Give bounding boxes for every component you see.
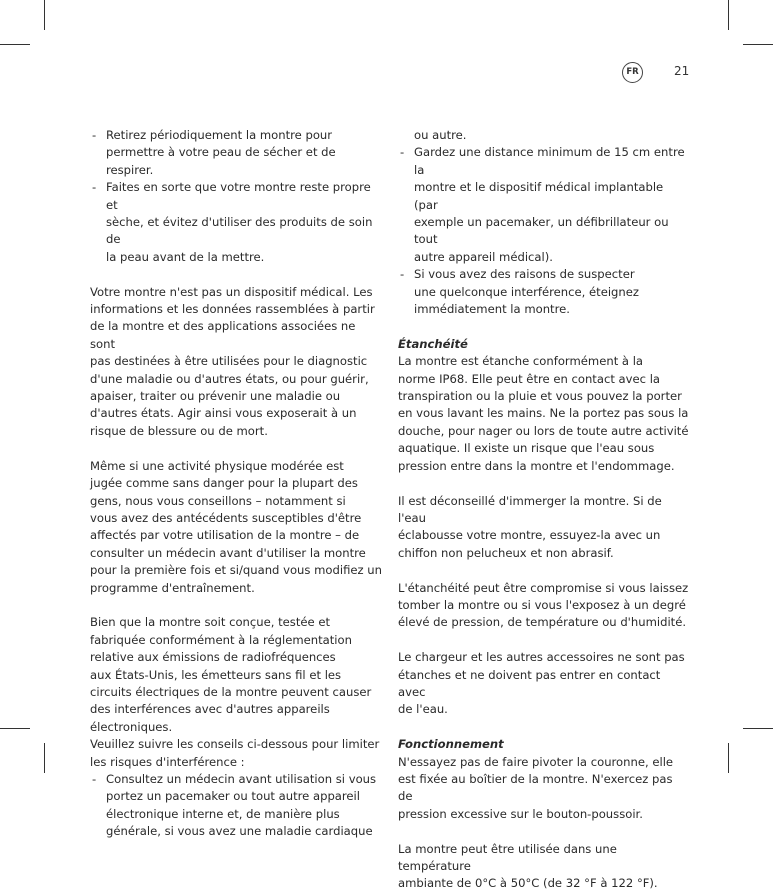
paragraph-activity: Même si une activité physique modérée est jugée comme sans danger pour la plupart des gens, nous vous conseillons – notamment si vous avez des antécédents susceptibles d'être affectés par votre utilisation de la montre – de consulter un médecin avant d'utiliser la montre pour la première fois et si/quand vous modifiez un programme d'entraînement. bbox=[90, 458, 383, 595]
paragraph-charger: Le chargeur et les autres accessoires ne sont pas étanches et ne doivent pas entrer en contact avec de l'eau. bbox=[398, 650, 685, 717]
crop-mark bbox=[728, 743, 729, 773]
list-item: - Si vous avez des raisons de suspecter une quelconque interférence, éteignez immédiatement la montre. bbox=[398, 266, 690, 318]
list-item: - Gardez une distance minimum de 15 cm entre la montre et le dispositif médical implantable (par exemple un pacemaker, un défibrillateur ou tout autre appareil médical). bbox=[398, 144, 690, 266]
crop-mark bbox=[728, 0, 729, 30]
crop-mark bbox=[44, 0, 45, 30]
bullet-list bbox=[90, 127, 382, 266]
bullet-list bbox=[90, 771, 382, 841]
paragraph-immerse: Il est déconseillé d'immerger la montre. Si de l'eau éclabousse votre montre, essuyez-la avec un chiffon non pelucheux et non abrasif. bbox=[398, 493, 662, 560]
page-number: 21 bbox=[674, 64, 690, 78]
heading-operation: Fonctionnement bbox=[398, 737, 504, 752]
list-item: - Faites en sorte que votre montre reste propre et sèche, et évitez d'utiliser des produits de soin de la peau avant de la mettre. bbox=[90, 179, 382, 266]
list-item: - Consultez un médecin avant utilisation si vous portez un pacemaker ou tout autre appareil électronique interne et, de manière plus générale, si vous avez une maladie cardiaque bbox=[90, 771, 382, 841]
crop-mark bbox=[743, 728, 773, 729]
list-item: - Retirez périodiquement la montre pour permettre à votre peau de sécher et de respirer. bbox=[90, 127, 382, 179]
crop-mark bbox=[743, 44, 773, 45]
paragraph-radio: Bien que la montre soit conçue, testée et fabriquée conformément à la réglementation relative aux émissions de radiofréquences aux États-Unis, les émetteurs sans fil et les circuits électriques de la montre peuvent causer des interférences avec d'autres appareils électroniques. Veuillez suivre les conseils ci-dessous pour limiter les risques d'interférence : bbox=[90, 615, 380, 769]
paragraph-medical: Votre montre n'est pas un dispositif médical. Les informations et les données rassemblées à partir de la montre et des applications associées ne sont pas destinées à être utilisées pour le diagnostic d'une maladie ou d'autres états, ou pour guérir, apaiser, traiter ou prévenir une maladie ou d'autres états. Agir ainsi vous exposerait à un risque de blessure ou de mort. bbox=[90, 284, 375, 438]
list-item-continuation: ou autre. bbox=[414, 128, 467, 142]
crop-mark bbox=[0, 728, 30, 729]
bullet-list bbox=[398, 144, 690, 318]
right-column bbox=[398, 127, 690, 893]
paragraph-waterproof: La montre est étanche conformément à la norme IP68. Elle peut être en contact avec la transpiration ou la pluie et vous pouvez la porter en vous lavant les mains. Ne la portez pas sous la douche, pour nager ou lors de toute autre activité aquatique. Il existe un risque que l'eau sous pression entre dans la montre et l'endommage. bbox=[398, 354, 689, 473]
paragraph-compromise: L'étanchéité peut être compromise si vous laissez tomber la montre ou si vous l'exposez à un degré élevé de pression, de température ou d'humidité. bbox=[398, 580, 689, 630]
language-badge: FR bbox=[622, 62, 643, 83]
left-column bbox=[90, 127, 382, 841]
heading-waterproof: Étanchéité bbox=[398, 336, 468, 351]
crop-mark bbox=[0, 44, 30, 45]
paragraph-temperature: La montre peut être utilisée dans une température ambiante de 0°C à 50°C (de 32 °F à 122 °F). bbox=[398, 841, 658, 891]
paragraph-crown: N'essayez pas de faire pivoter la couronne, elle est fixée au boîtier de la montre. N'exercez pas de pression excessive sur le bouton-poussoir. bbox=[398, 754, 674, 821]
crop-mark bbox=[44, 743, 45, 773]
